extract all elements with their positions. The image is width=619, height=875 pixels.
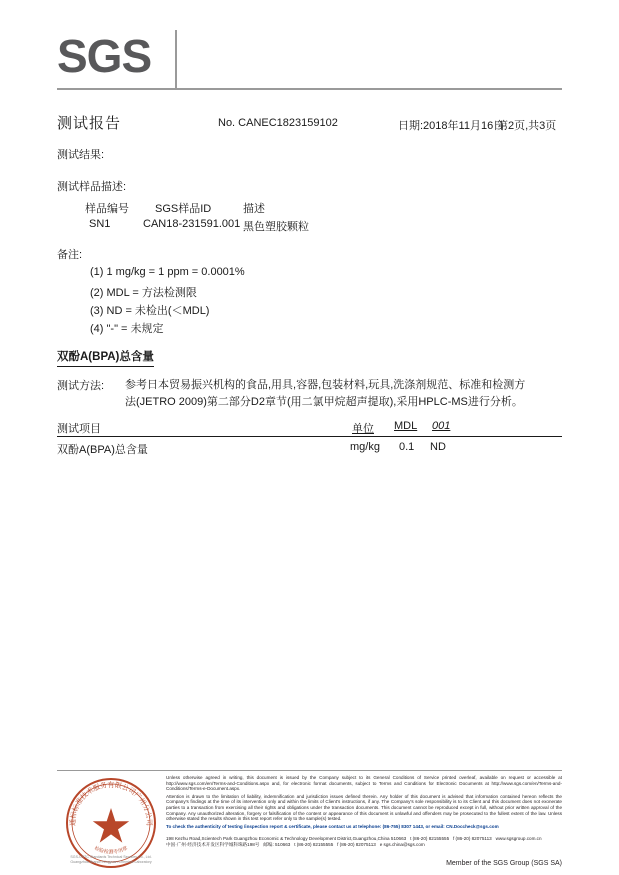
footer-disclaimer-text: Unless otherwise agreed in writing, this document is issued by the Company subject to its General Conditions of Service printed overleaf, available on request or accessible at http://www.sgs.com/en/Terms-and-Conditions.aspx and, for electronic format documents, subject to Terms and Conditions for Electronic Documents at http://www.sgs.com/en/Terms-and-Conditions/Terms-e-Document.aspx. <box>166 775 562 792</box>
remarks-label: 备注: <box>57 249 83 261</box>
remark-note-1: (1) 1 mg/kg = 1 ppm = 0.0001% <box>90 266 245 278</box>
footer-divider <box>57 770 562 771</box>
sample-col-desc-header: 描述 <box>243 203 265 215</box>
result-row-value: ND <box>430 441 446 453</box>
remark-note-4: (4) "-" = 未规定 <box>90 323 164 335</box>
logo-vertical-rule <box>175 30 177 88</box>
table-row-sample-no: SN1 <box>89 218 111 230</box>
report-date: 日期:2018年11月16日 <box>398 120 505 132</box>
result-col-mdl-header: MDL <box>394 420 418 432</box>
result-col-unit-header: 单位 <box>352 423 374 435</box>
page-number: 第2页,共3页 <box>497 120 557 132</box>
result-col-item-header: 测试项目 <box>57 423 101 435</box>
footer-contact-block <box>166 836 562 848</box>
svg-text:检验检测专用章: 检验检测专用章 <box>93 845 129 856</box>
table-row-sample-desc: 黑色塑胶颗粒 <box>243 221 309 233</box>
sample-description-label: 测试样品描述: <box>57 181 127 193</box>
sgs-logo-text: SGS <box>57 30 152 82</box>
report-number: No. CANEC1823159102 <box>218 117 338 129</box>
footer-verify-text[interactable]: To check the authenticity of testing /inspection report & certificate, please contact us at telephone: (86-755) 8307 1443, or email: CN.Doccheck@sgs.com <box>166 823 499 829</box>
table-row-sample-id: CAN18-231591.001 <box>143 218 241 230</box>
logo-horizontal-rule <box>57 88 562 90</box>
result-row-mdl: 0.1 <box>399 441 415 453</box>
footer-fax-cn: f (86-20) 82075113 <box>337 842 376 847</box>
footer-member-note: Member of the SGS Group (SGS SA) <box>446 860 562 867</box>
test-method-line-1: 参考日本贸易振兴机构的食品,用具,容器,包装材料,玩具,洗涤剂规范、标准和检测方 <box>125 379 526 391</box>
footer-address-cn-row <box>166 842 562 848</box>
svg-text:通标标准技术服务有限公司广州分公司: 通标标准技术服务有限公司广州分公司 <box>69 782 153 827</box>
footer-tel-cn: t (86-20) 82155555 <box>294 842 334 847</box>
result-table-divider <box>57 436 562 437</box>
result-col-sample-header: 001 <box>432 420 451 432</box>
sgs-logo <box>57 30 177 86</box>
footer-postcode-cn: 邮编: 510663 <box>263 842 291 847</box>
test-method-line-2: 法(JETRO 2009)第二部分D2章节(用二氯甲烷超声提取),采用HPLC-MS进行分析。 <box>125 396 523 408</box>
footer-address-en: 198 Kezhu Road,Scientech Park Guangzhou Economic & Technology Development District,Guangzhou,China 510663 <box>166 836 407 841</box>
remark-note-2: (2) MDL = 方法检测限 <box>90 287 197 299</box>
results-label: 测试结果: <box>57 149 105 161</box>
footer-attention-text: Attention is drawn to the limitation of liability, indemnification and jurisdiction issues defined therein. Any holder of this document is advised that information contained hereon reflects the Company's findings at the time of its intervention only and within the limits of Client's instructions, if any. The Company's sole responsibility is to its Client and this document does not exonerate parties to a transaction from exercising all their rights and obligations under the transaction documents. This document cannot be reproduced except in full, without prior written approval of the Company. Any unauthorized alteration, forgery or falsification of the content or appearance of this document is unlawful and offenders may be prosecuted to the fullest extent of the law. Unless otherwise stated the results shown in this test report refer only to the sample(s) tested. <box>166 793 562 822</box>
sample-col-id-header: SGS样品ID <box>155 203 212 215</box>
remark-note-3: (3) ND = 未检出(＜MDL) <box>90 305 210 317</box>
footer-disclaimer <box>166 775 562 829</box>
svg-text:Guangzhou Branch Ningyuan Chem: Guangzhou Branch Ningyuan Chemical Laboratory <box>70 860 152 864</box>
test-method-label: 测试方法: <box>57 380 105 392</box>
footer-web-en[interactable]: www.sgsgroup.com.cn <box>495 836 542 841</box>
footer-fax-en: f (86-20) 82075113 <box>452 836 492 841</box>
svg-text:SGS-CSTC Standards Technical S: SGS-CSTC Standards Technical Services Co., Ltd. <box>70 855 152 859</box>
section-title-bpa: 双酚A(BPA)总含量 <box>57 348 154 367</box>
footer-tel-en: t (86-20) 82155555 <box>410 836 450 841</box>
sample-col-no-header: 样品编号 <box>85 203 129 215</box>
footer-address-cn: 中国·广州·经济技术开发区科学城科珠路198号 <box>166 842 260 847</box>
result-row-item: 双酚A(BPA)总含量 <box>57 444 148 456</box>
company-seal-stamp <box>62 774 160 872</box>
page-title: 测试报告 <box>57 115 122 132</box>
result-row-unit: mg/kg <box>350 441 380 453</box>
footer-email-cn[interactable]: e sgs.china@sgs.com <box>379 842 425 847</box>
